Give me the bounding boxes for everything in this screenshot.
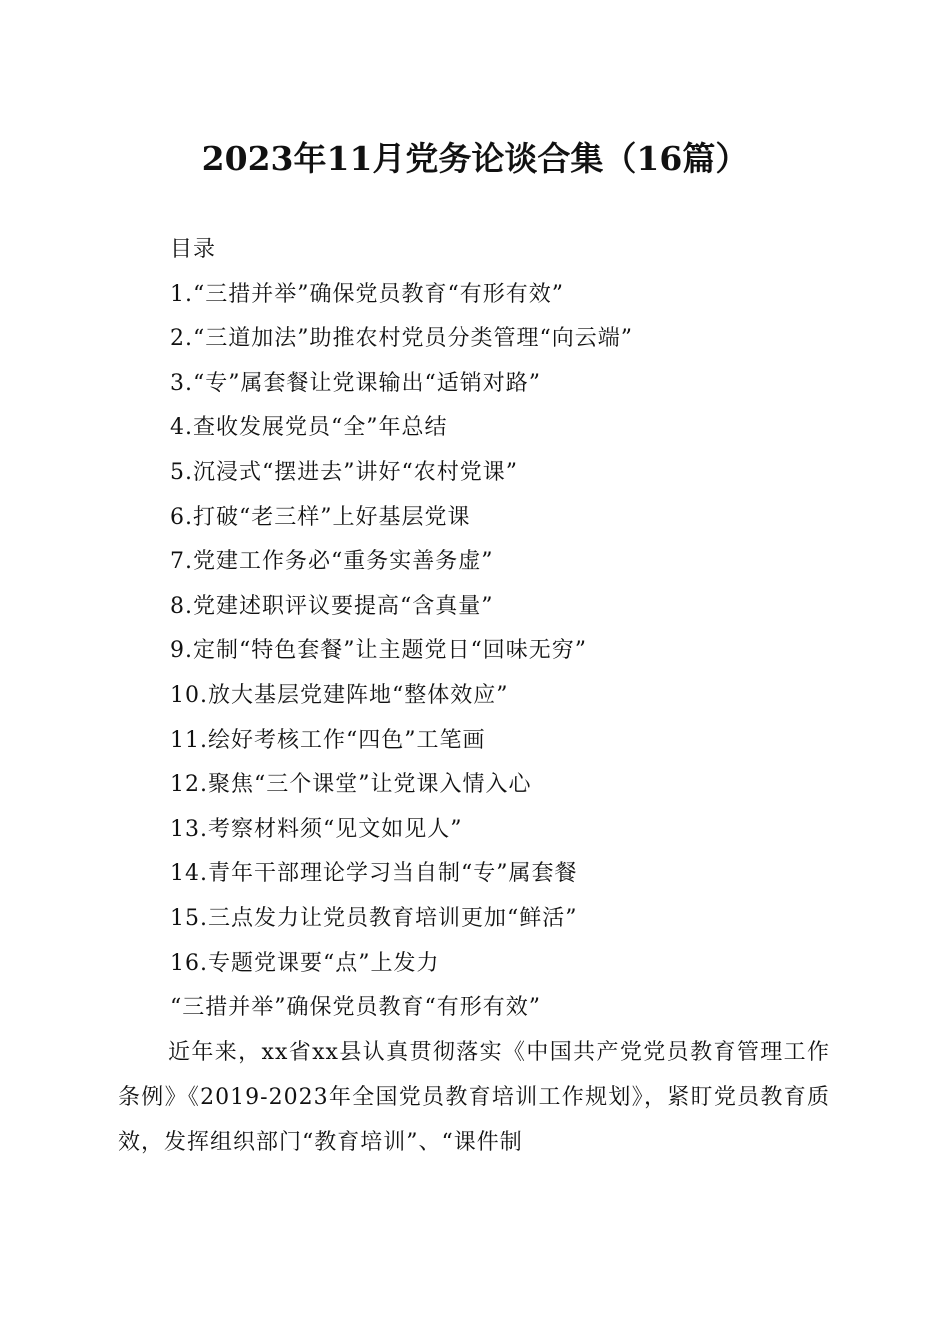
toc-item: 12.聚焦“三个课堂”让党课入情入心 <box>170 772 532 798</box>
toc-item: 11.绘好考核工作“四色”工笔画 <box>170 727 486 753</box>
toc-item: 13.考察材料须“见文如见人” <box>170 816 463 842</box>
toc-item: 5.沉浸式“摆进去”讲好“农村党课” <box>170 459 518 485</box>
section-title: “三措并举”确保党员教育“有形有效” <box>170 995 541 1021</box>
body-paragraph: 近年来，xx省xx县认真贯彻落实《中国共产党党员教育管理工作条例》《2019-2023年全国党员教育培训工作规划》，紧盯党员教育质效，发挥组织部门“教育培训”、“课件制 <box>118 1040 830 1155</box>
toc-item: 9.定制“特色套餐”让主题党日“回味无穷” <box>170 638 587 664</box>
toc-item: 4.查收发展党员“全”年总结 <box>170 415 448 441</box>
toc-item: 3.“专”属套餐让党课输出“适销对路” <box>170 370 541 396</box>
toc-item: 16.专题党课要“点”上发力 <box>170 950 440 976</box>
toc-item: 10.放大基层党建阵地“整体效应” <box>170 682 509 708</box>
toc-item: 8.党建述职评议要提高“含真量” <box>170 593 494 619</box>
toc-item: 2.“三道加法”助推农村党员分类管理“向云端” <box>170 326 633 352</box>
document-title: 2023年11月党务论谈合集（16篇） <box>201 139 749 178</box>
toc-heading: 目录 <box>170 237 217 262</box>
toc-item: 6.打破“老三样”上好基层党课 <box>170 504 471 530</box>
toc-item: 1.“三措并举”确保党员教育“有形有效” <box>170 281 564 307</box>
toc-item: 15.三点发力让党员教育培训更加“鲜活” <box>170 905 578 931</box>
toc-item: 14.青年干部理论学习当自制“专”属套餐 <box>170 861 578 887</box>
table-of-contents <box>170 228 870 1031</box>
toc-item: 7.党建工作务必“重务实善务虚” <box>170 549 494 575</box>
